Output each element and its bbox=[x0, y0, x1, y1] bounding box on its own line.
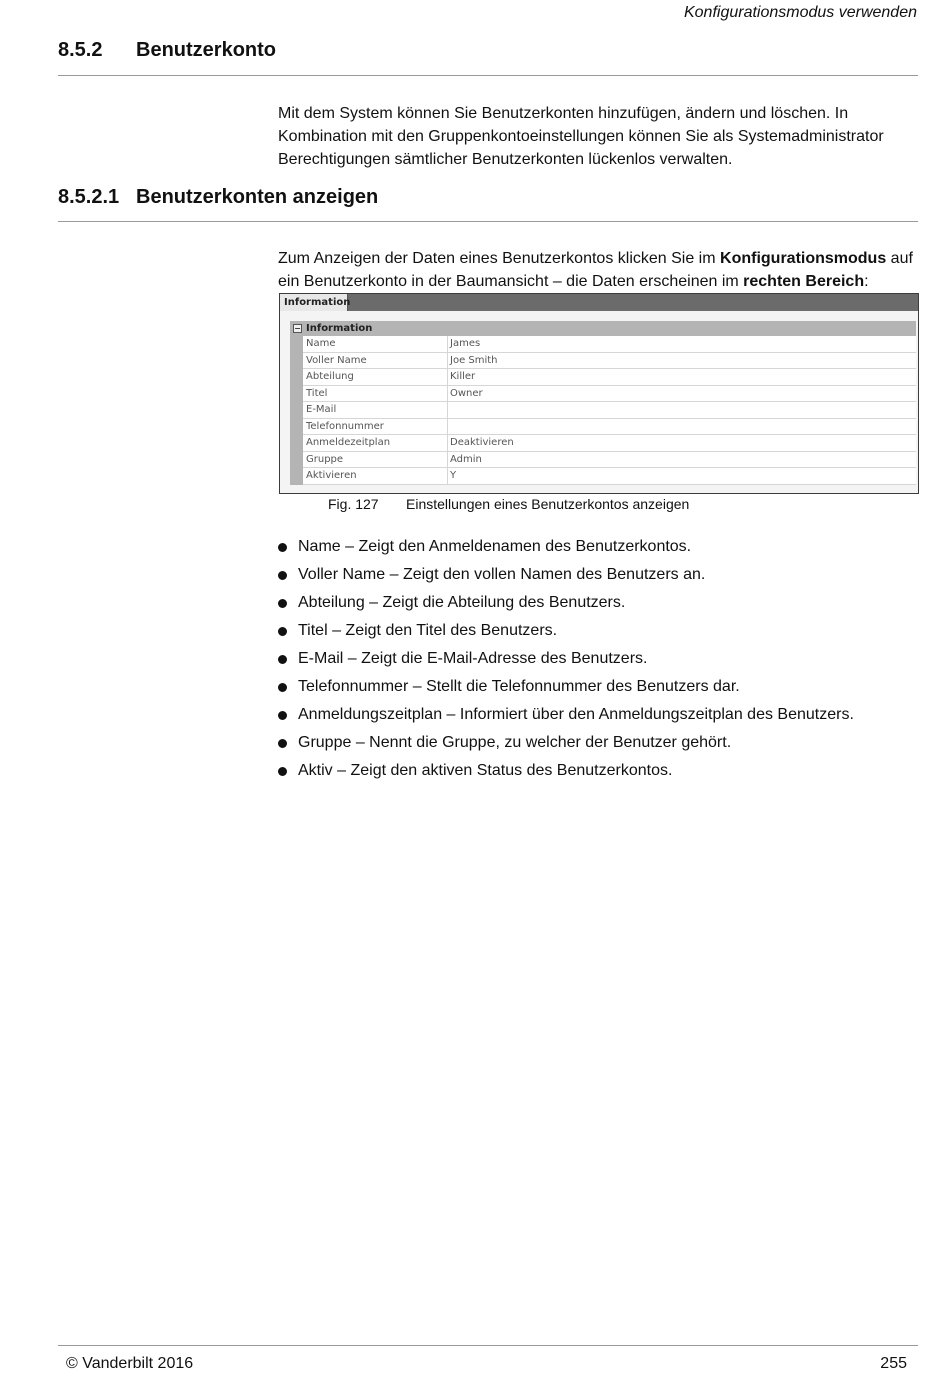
list-item-text: Abteilung – Zeigt die Abteilung des Benutzers. bbox=[298, 594, 626, 611]
field-description-list bbox=[278, 535, 918, 787]
grid-row-gutter bbox=[290, 368, 303, 386]
list-item-text: Gruppe – Nennt die Gruppe, zu welcher der Benutzer gehört. bbox=[298, 734, 732, 751]
running-header: Konfigurationsmodus verwenden bbox=[683, 4, 917, 21]
figure-caption: Einstellungen eines Benutzerkontos anzeigen bbox=[406, 496, 690, 512]
footer-divider bbox=[58, 1345, 918, 1346]
instruction-text-1: Zum Anzeigen der Daten eines Benutzerkontos klicken Sie im bbox=[278, 250, 721, 267]
tab-information[interactable]: Information bbox=[280, 294, 348, 311]
list-item bbox=[278, 731, 918, 759]
grid-row[interactable] bbox=[290, 419, 916, 436]
instruction-paragraph bbox=[278, 247, 918, 293]
grid-row-gutter bbox=[290, 385, 303, 403]
bullet-icon bbox=[278, 599, 287, 608]
subsection-heading bbox=[58, 186, 378, 209]
grid-row[interactable] bbox=[290, 353, 916, 370]
grid-row-gutter bbox=[290, 467, 303, 485]
section-title: Benutzerkonto bbox=[136, 39, 276, 61]
grid-row-value[interactable]: Admin bbox=[450, 453, 482, 465]
grid-row[interactable] bbox=[290, 402, 916, 419]
list-item bbox=[278, 535, 918, 563]
bullet-icon bbox=[278, 543, 287, 552]
grid-row-gutter bbox=[290, 451, 303, 469]
list-item-text: Voller Name – Zeigt den vollen Namen des Benutzers an. bbox=[298, 566, 706, 583]
grid-section-header[interactable] bbox=[290, 321, 916, 336]
section-divider bbox=[58, 75, 918, 76]
grid-row-value[interactable]: Y bbox=[450, 470, 457, 481]
bullet-icon bbox=[278, 767, 287, 776]
bullet-icon bbox=[278, 655, 287, 664]
grid-row[interactable] bbox=[290, 336, 916, 353]
grid-row-gutter bbox=[290, 352, 303, 370]
instruction-bold-2: rechten Bereich bbox=[743, 273, 865, 290]
grid-section-title: Information bbox=[306, 323, 373, 334]
page-number: 255 bbox=[880, 1355, 907, 1372]
panel-tab-bar bbox=[280, 294, 918, 311]
information-panel-screenshot bbox=[279, 293, 919, 494]
collapse-toggle-icon[interactable]: − bbox=[294, 324, 301, 333]
grid-row[interactable] bbox=[290, 468, 916, 485]
grid-row-value[interactable]: Deaktivieren bbox=[450, 437, 514, 448]
subsection-number: 8.5.2.1 bbox=[58, 186, 120, 208]
bullet-icon bbox=[278, 739, 287, 748]
list-item-text: Aktiv – Zeigt den aktiven Status des Benutzerkontos. bbox=[298, 762, 673, 779]
instruction-text-3: : bbox=[864, 273, 869, 290]
grid-row-key: Telefonnummer bbox=[303, 419, 448, 435]
intro-paragraph: Mit dem System können Sie Benutzerkonten hinzufügen, ändern und löschen. In Kombination mit den Gruppenkontoeinstellungen können Sie als Systemadministrator Berechtigungen sämtlicher Benutzerkonten lückenlos verwalten. bbox=[278, 105, 884, 168]
list-item bbox=[278, 619, 918, 647]
grid-row-value[interactable]: Joe Smith bbox=[450, 354, 498, 366]
grid-row[interactable] bbox=[290, 386, 916, 403]
list-item-text: Telefonnummer – Stellt die Telefonnummer des Benutzers dar. bbox=[298, 678, 740, 695]
grid-row-gutter bbox=[290, 335, 303, 353]
bullet-icon bbox=[278, 683, 287, 692]
grid-row-key: Name bbox=[303, 336, 448, 352]
bullet-icon bbox=[278, 627, 287, 636]
section-heading bbox=[58, 39, 276, 62]
bullet-icon bbox=[278, 711, 287, 720]
grid-row-key: E-Mail bbox=[303, 402, 448, 418]
list-item bbox=[278, 759, 918, 787]
grid-row-value[interactable]: Owner bbox=[450, 387, 483, 399]
list-item-text: Titel – Zeigt den Titel des Benutzers. bbox=[298, 622, 558, 639]
list-item bbox=[278, 703, 918, 731]
list-item bbox=[278, 563, 918, 591]
grid-row-value[interactable]: James bbox=[450, 338, 481, 349]
grid-row-key: Voller Name bbox=[303, 353, 448, 369]
subsection-divider bbox=[58, 221, 918, 222]
grid-row-key: Gruppe bbox=[303, 452, 448, 468]
footer-copyright: © Vanderbilt 2016 bbox=[66, 1355, 194, 1372]
grid-row[interactable] bbox=[290, 452, 916, 469]
grid-row-gutter bbox=[290, 401, 303, 419]
grid-row-gutter bbox=[290, 418, 303, 436]
list-item bbox=[278, 675, 918, 703]
instruction-text-2: auf ein Benutzerkonto in der Baumansicht – die Daten erscheinen im bbox=[278, 250, 913, 290]
grid-row[interactable] bbox=[290, 369, 916, 386]
grid-row-key: Anmeldezeitplan bbox=[303, 435, 448, 451]
property-grid bbox=[290, 321, 916, 485]
figure-label: Fig. 127 bbox=[328, 496, 379, 512]
list-item-text: Name – Zeigt den Anmeldenamen des Benutzerkontos. bbox=[298, 538, 692, 555]
bullet-icon bbox=[278, 571, 287, 580]
subsection-title: Benutzerkonten anzeigen bbox=[136, 186, 379, 208]
section-number: 8.5.2 bbox=[58, 39, 103, 61]
grid-row-gutter bbox=[290, 434, 303, 452]
list-item-text: E-Mail – Zeigt die E-Mail-Adresse des Benutzers. bbox=[298, 650, 648, 667]
grid-row-key: Abteilung bbox=[303, 369, 448, 385]
grid-row-key: Titel bbox=[303, 386, 448, 402]
grid-row-key: Aktivieren bbox=[303, 468, 448, 484]
list-item bbox=[278, 647, 918, 675]
list-item-text: Anmeldungszeitplan – Informiert über den Anmeldungszeitplan des Benutzers. bbox=[298, 706, 854, 723]
grid-row[interactable] bbox=[290, 435, 916, 452]
grid-row-value[interactable]: Killer bbox=[450, 371, 476, 382]
list-item bbox=[278, 591, 918, 619]
instruction-bold-1: Konfigurationsmodus bbox=[720, 250, 887, 267]
